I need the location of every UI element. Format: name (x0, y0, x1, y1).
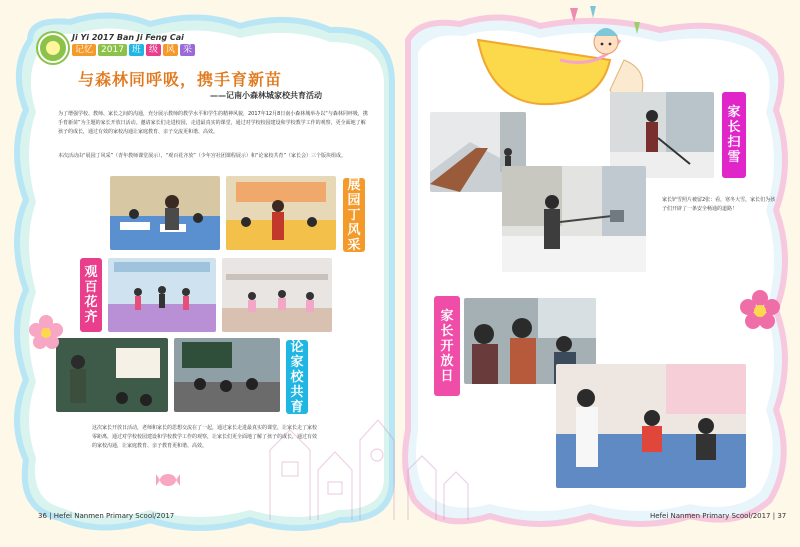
photo-ballet-class (222, 258, 332, 332)
label-hundred-flowers (80, 258, 102, 332)
intro-paragraph-2: 本次活动由“展园丁风采”（青年教师课堂展示）、“观百花齐放”（少年宫社团课程展示）和“论家校共育”（家长会）三个版块组成。 (58, 153, 347, 159)
label-char: 校 (290, 369, 304, 385)
header-zh-1: 2017 (98, 44, 127, 56)
header-zh-0: 记忆 (72, 44, 96, 56)
label-home-school (286, 340, 308, 414)
label-char: 长 (727, 120, 741, 135)
label-char: 共 (290, 384, 304, 400)
label-char: 扫 (727, 135, 741, 150)
label-char: 丁 (347, 207, 361, 223)
label-char: 育 (290, 399, 304, 415)
closing-paragraph: 这次家长开放日活动，老师和家长的思想交流在了一起，通过家长走进最真实的课堂，让家长走了家校零距离，通过对学校校园建设和学校教学工作的观察，让家长们更全面地了解了孩子的成长，通过有效的家校沟通，让家庭教育、亲子教育更和谐、高效。 (92, 425, 318, 449)
label-char: 长 (440, 323, 454, 339)
header-zh-3: 级 (146, 44, 161, 56)
article-subtitle: ——记南小森林城家校共育活动 (210, 91, 322, 100)
header-english: Ji Yi 2017 Ban Ji Feng Cai (72, 33, 184, 42)
label-char: 家 (440, 308, 454, 324)
photo-classroom-2 (226, 176, 336, 250)
label-parent-open-day (434, 296, 460, 396)
label-char: 风 (347, 222, 361, 238)
footer-left: 36 | Hefei Nanmen Primary Scool/2017 (38, 512, 175, 520)
label-char: 家 (727, 105, 741, 120)
label-char: 日 (440, 368, 454, 384)
label-char: 家 (290, 354, 304, 370)
label-char: 展 (347, 177, 361, 193)
header-zh-5: 采 (180, 44, 195, 56)
school-logo-icon (38, 33, 68, 63)
intro-paragraph: 为了增强学校、教师、家长之间的沟通，充分展示教师的教学水平和学生的精神风貌，2017年12月8日南小森林城举办以“与森林同呼吸，携手育新苗”为主题的家长开放日活动。邀请家长们走进校园，走进最真实的课堂，通过对学校校园建设和学校教学工作的观察，更全面地了解孩子的成长，通过有效的家校沟通让家庭教育、亲子交流更和谐、高效。 (58, 111, 368, 135)
label-char: 齐 (84, 310, 98, 325)
photo-classroom-1 (110, 176, 220, 250)
photo-parent-meeting-2 (174, 338, 280, 412)
label-char: 雪 (727, 150, 741, 165)
label-char: 开 (440, 338, 454, 354)
article-title: 与森林同呼吸，携手育新苗 (78, 70, 283, 89)
label-parents-sweep-snow (722, 92, 746, 178)
label-char: 百 (84, 280, 98, 295)
label-char: 论 (290, 339, 304, 355)
snow-caption: 家长铲雪照片被留2张：看，寒冬大雪，家长们为孩子们开辟了一条安全畅通的道路！ (662, 197, 776, 212)
header-zh-2: 班 (129, 44, 144, 56)
candy-icon (154, 472, 182, 488)
header-chinese (72, 44, 195, 56)
label-show-teachers (343, 178, 365, 252)
photo-parent-shoveling (502, 166, 646, 272)
label-char: 观 (84, 265, 98, 280)
header-zh-4: 风 (163, 44, 178, 56)
photo-parent-meeting-1 (56, 338, 168, 412)
footer-right: Hefei Nanmen Primary Scool/2017 | 37 (650, 512, 787, 520)
right-page (400, 0, 800, 547)
flower-icon (740, 290, 780, 330)
photo-classroom-open-day (556, 364, 746, 488)
photo-dance-class (108, 258, 216, 332)
label-char: 园 (347, 192, 361, 208)
label-char: 采 (347, 237, 361, 253)
label-char: 放 (440, 353, 454, 369)
label-char: 花 (84, 295, 98, 310)
flower-icon (28, 314, 64, 350)
